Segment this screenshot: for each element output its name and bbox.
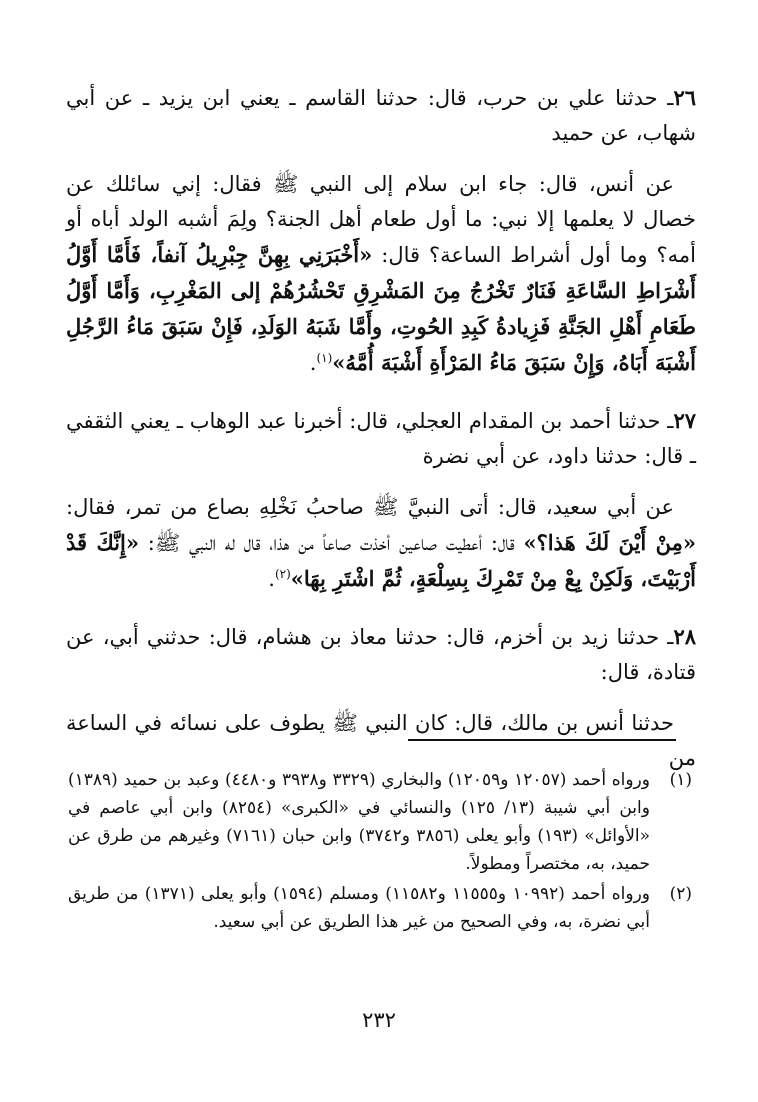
hadith-28-text: حدثنا أنس بن مالك، قال: كان النبي ﷺ يطوف على نسائه في الساعة من xyxy=(66,711,696,770)
hadith-27-text: عن أبي سعيد، قال: أتى النبيَّ ﷺ صاحبُ نَخْلِهِ بصاع من تمر، فقال: «مِنْ أَيْنَ لَكَ هَذا؟» قال: أعطيت صاعين أخذت صاعاً من هذا، قال له النبي ﷺ: «إِنَّكَ قَدْ أَرْبَيْتَ، وَلَكِنْ بِعْ مِنْ تَمْرِكَ بِسِلْعَةٍ، ثُمَّ اشْتَرِ بِهَا»$^{(٢)}$. xyxy=(66,495,696,591)
footnote-divider xyxy=(408,739,676,741)
hadith-number: ٢٨ xyxy=(673,624,696,649)
footnote-number: (٢) xyxy=(669,884,692,904)
page-number: ٢٣٢ xyxy=(362,1008,396,1032)
footnote-ref[interactable]: (٢) xyxy=(274,567,291,581)
footnote-number: (١) xyxy=(669,770,692,790)
footnote-ref[interactable]: (١) xyxy=(316,351,333,365)
prophetic-quote: «إِنَّكَ قَدْ أَرْبَيْتَ، وَلَكِنْ بِعْ مِنْ تَمْرِكَ بِسِلْعَةٍ، ثُمَّ اشْتَرِ بِهَا» xyxy=(66,530,696,591)
hadith-number: ٢٧ xyxy=(673,408,696,433)
footnote-item xyxy=(68,766,692,878)
hadith-27-chain: ٢٧ـ حدثنا أحمد بن المقدام العجلي، قال: أخبرنا عبد الوهاب ـ يعني الثقفي ـ قال: حدثنا داود، عن أبي نضرة xyxy=(66,408,696,468)
hadith-26-chain: ٢٦ـ حدثنا علي بن حرب، قال: حدثنا القاسم ـ يعني ابن يزيد ـ عن أبي شهاب، عن حميد xyxy=(66,85,696,145)
prophetic-quote: «مِنْ أَيْنَ لَكَ هَذا؟» xyxy=(523,530,696,555)
prophetic-quote: «أَخْبَرَنِي بِهِنَّ جِبْرِيلُ آنفاً، فَأَمَّا أَوَّلُ أَشْرَاطِ السَّاعَةِ فَنَارٌ تَخْرُجُ مِنَ المَشْرِقِ تَحْشُرُهُمْ إلى المَغْرِبِ، وَأَمَّا أَوَّلُ طَعَامِ أَهْلِ الجَنَّةِ فَزِيادةُ كَبِدِ الحُوتِ، وأَمَّا شَبَهُ الوَلَدِ، فَإِنْ سَبَقَ مَاءُ الرَّجُلِ أَشْبَهَ أَبَاهُ، وَإِنْ سَبَقَ مَاءُ المَرْأَةِ أَشْبَهَ أُمَّهُ» xyxy=(66,242,696,375)
footnotes xyxy=(68,766,692,938)
hadith-26-text: عن أنس، قال: جاء ابن سلام إلى النبي ﷺ فقال: إني سائلك عن خصال لا يعلمها إلا نبي: ما أول طعام أهل الجنة؟ ولِمَ أشبه الولد أباه أو أمه؟ وما أول أشراط الساعة؟ قال: «أَخْبَرَنِي بِهِنَّ جِبْرِيلُ آنفاً، فَأَمَّا أَوَّلُ أَشْرَاطِ السَّاعَةِ فَنَارٌ تَخْرُجُ مِنَ المَشْرِقِ تَحْشُرُهُمْ إلى المَغْرِبِ، وَأَمَّا أَوَّلُ طَعَامِ أَهْلِ الجَنَّةِ فَزِيادةُ كَبِدِ الحُوتِ، وأَمَّا شَبَهُ الوَلَدِ، فَإِنْ سَبَقَ مَاءُ الرَّجُلِ أَشْبَهَ أَبَاهُ، وَإِنْ سَبَقَ مَاءُ المَرْأَةِ أَشْبَهَ أُمَّهُ»$^{(١)}$. xyxy=(66,172,697,375)
hadith-28-chain: ٢٨ـ حدثنا زيد بن أخزم، قال: حدثنا معاذ بن هشام، قال: حدثني أبي، عن قتادة، قال: xyxy=(66,624,696,684)
hadith-number: ٢٦ xyxy=(673,85,696,110)
footnote-text: ورواه أحمد (١٢٠٥٧ و١٢٠٥٩) والبخاري (٣٣٢٩ و٣٩٣٨ و٤٤٨٠) وعبد بن حميد (١٣٨٩) وابن أبي شيبة (١٣/ ١٢٥) والنسائي في «الكبرى» (٨٢٥٤) وابن أبي عاصم في «الأوائل» (١٩٣) وأبو يعلى (٣٨٥٦ و٣٧٤٢) وابن حبان (٧١٦١) وغيرهم من طرق عن حميد، به، مختصراً ومطولاً. xyxy=(68,770,651,874)
main-text xyxy=(66,80,696,776)
footnote-text: ورواه أحمد (١٠٩٩٢ و١١٥٥٥ و١١٥٨٢) ومسلم (١٥٩٤) وأبو يعلى (١٣٧١) من طريق أبي نضرة، به، وفي الصحيح من غير هذا الطريق عن أبي سعيد. xyxy=(68,884,651,932)
footnote-item xyxy=(68,880,692,936)
